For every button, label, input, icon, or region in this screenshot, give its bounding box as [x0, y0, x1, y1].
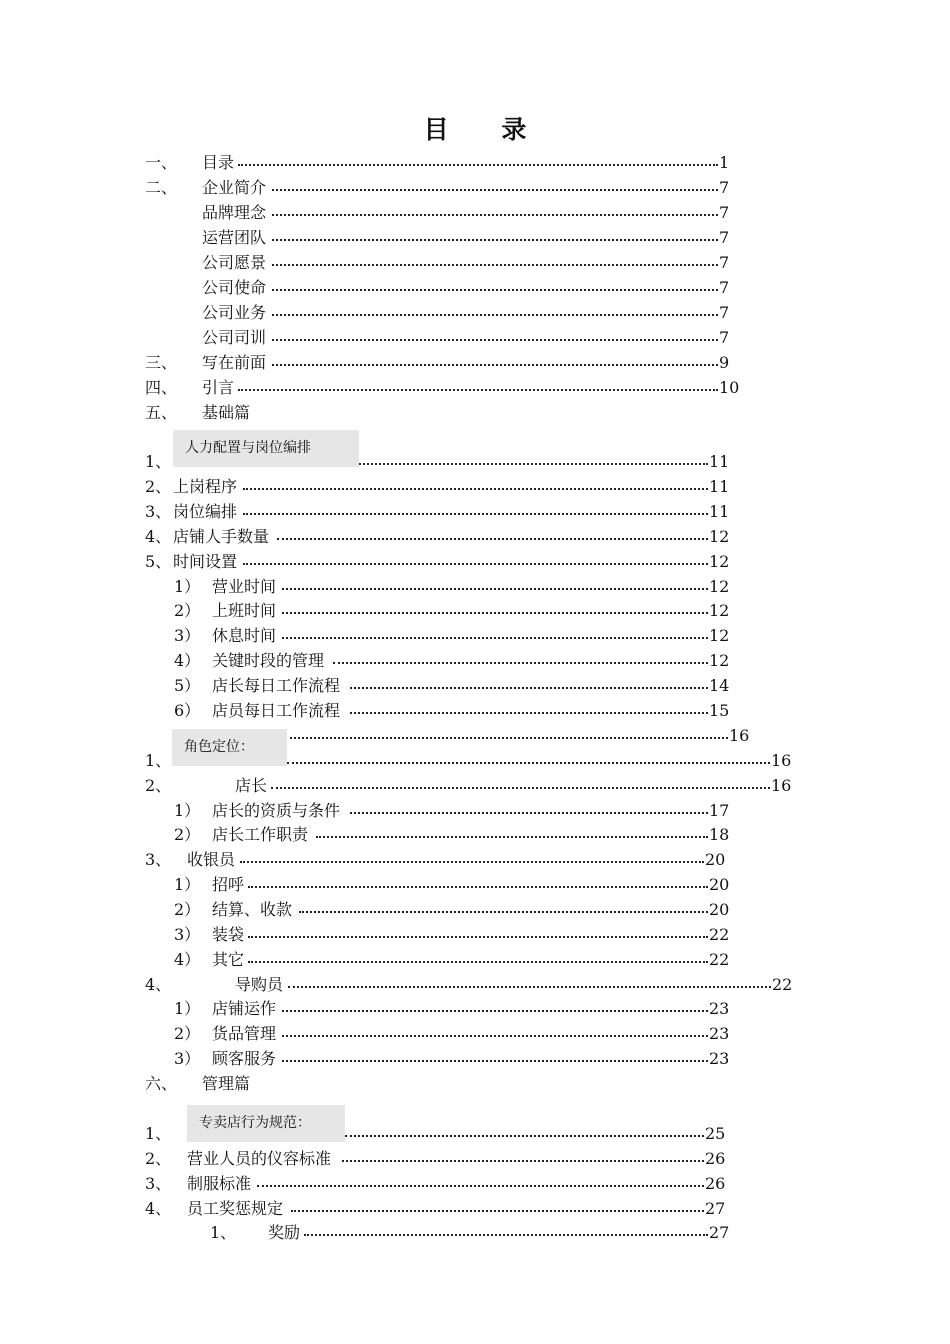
toc-entry [0, 251, 950, 275]
toc-entry-page: 12 [709, 527, 730, 546]
toc-entry [0, 450, 950, 474]
toc-entry [0, 525, 950, 549]
toc-leader-dots [248, 886, 708, 888]
toc-entry [0, 1221, 950, 1245]
toc-leader-dots [272, 264, 718, 266]
toc-entry-number: 一、 [145, 153, 178, 172]
toc-entry [0, 848, 950, 872]
toc-entry [0, 301, 950, 325]
toc-entry-page: 12 [709, 577, 730, 596]
toc-entry-label: 店长 [235, 776, 268, 795]
toc-entry [0, 823, 950, 847]
toc-entry-number: 1、 [210, 1223, 237, 1242]
toc-entry-label: 岗位编排 [173, 502, 238, 521]
toc-entry [0, 1147, 950, 1171]
toc-entry [0, 1122, 950, 1146]
toc-leader-dots [243, 513, 708, 515]
toc-entry-label: 店员每日工作流程 [212, 701, 341, 720]
toc-entry [0, 724, 950, 748]
toc-entry [0, 774, 950, 798]
toc-entry-page: 23 [709, 1024, 730, 1043]
toc-entry-page: 12 [709, 601, 730, 620]
toc-leader-dots [288, 986, 771, 988]
toc-entry [0, 151, 950, 175]
toc-entry-page: 1 [719, 153, 730, 172]
toc-entry-label: 店长每日工作流程 [212, 676, 341, 695]
toc-entry [0, 749, 950, 773]
toc-entry-label: 营业时间 [212, 577, 277, 596]
toc-entry-page: 11 [709, 502, 730, 521]
toc-entry-number: 2） [174, 601, 201, 620]
toc-entry-number: 4） [174, 651, 201, 670]
toc-entry [0, 873, 950, 897]
toc-entry-page: 15 [709, 701, 730, 720]
toc-entry-label: 运营团队 [202, 228, 267, 247]
toc-entry-label: 员工奖惩规定 [187, 1199, 284, 1218]
toc-leader-dots [282, 588, 708, 590]
toc-entry-number: 2） [174, 900, 201, 919]
toc-entry-page: 12 [709, 626, 730, 645]
toc-entry-number: 3） [174, 1049, 201, 1068]
toc-entry [0, 550, 950, 574]
toc-entry-page: 10 [719, 378, 740, 397]
toc-entry-label: 管理篇 [202, 1074, 251, 1093]
toc-entry-label: 店长工作职责 [212, 825, 309, 844]
toc-leader-dots [272, 189, 718, 191]
toc-entry-page: 26 [705, 1174, 726, 1193]
toc-entry-label: 招呼 [212, 875, 245, 894]
toc-entry [0, 1022, 950, 1046]
toc-entry-label: 其它 [212, 950, 245, 969]
toc-entry-page: 12 [709, 552, 730, 571]
toc-leader-dots [350, 712, 708, 714]
toc-leader-dots [290, 737, 728, 739]
toc-entry-page: 16 [729, 726, 750, 745]
toc-entry [0, 699, 950, 723]
toc-entry-page: 7 [719, 253, 730, 272]
toc-entry-page: 23 [709, 999, 730, 1018]
toc-entry-page: 7 [719, 278, 730, 297]
toc-entry-page: 17 [709, 801, 730, 820]
toc-leader-dots [271, 787, 770, 789]
toc-entry-page: 7 [719, 203, 730, 222]
toc-entry-label: 店铺人手数量 [173, 527, 270, 546]
toc-entry-number: 四、 [145, 378, 178, 397]
toc-entry-number: 1、 [145, 1124, 172, 1143]
toc-leader-dots [272, 214, 718, 216]
toc-entry-number: 4） [174, 950, 201, 969]
toc-entry [0, 326, 950, 350]
toc-entry-page: 20 [709, 875, 730, 894]
toc-entry-page: 27 [709, 1223, 730, 1242]
toc-entry-label: 上岗程序 [173, 477, 238, 496]
toc-entry [0, 226, 950, 250]
toc-entry-number: 六、 [145, 1074, 178, 1093]
toc-entry-number: 3、 [145, 1174, 172, 1193]
toc-entry-number: 2、 [145, 776, 172, 795]
toc-entry [0, 674, 950, 698]
toc-entry-page: 11 [709, 452, 730, 471]
toc-entry-number: 6） [174, 701, 201, 720]
toc-entry [0, 1047, 950, 1071]
toc-leader-dots [243, 563, 708, 565]
toc-entry-number: 五、 [145, 403, 178, 422]
toc-entry-page: 27 [705, 1199, 726, 1218]
toc-entry-page: 25 [705, 1124, 726, 1143]
toc-leader-dots [333, 662, 708, 664]
toc-leader-dots [287, 762, 770, 764]
toc-leader-dots [316, 836, 708, 838]
toc-entry-label: 奖励 [268, 1223, 301, 1242]
toc-entry-label: 制服标准 [187, 1174, 252, 1193]
toc-leader-dots [282, 637, 708, 639]
toc-leader-dots [304, 1234, 708, 1236]
toc-entry [0, 201, 950, 225]
toc-entry [0, 1197, 950, 1221]
toc-entry [0, 973, 950, 997]
toc-entry-label: 休息时间 [212, 626, 277, 645]
toc-entry-label: 上班时间 [212, 601, 277, 620]
toc-leader-dots [350, 687, 708, 689]
toc-leader-dots [238, 164, 718, 166]
toc-entry-label: 店长的资质与条件 [212, 801, 341, 820]
toc-entry-page: 7 [719, 178, 730, 197]
toc-entry-page: 16 [771, 751, 792, 770]
toc-entry-label: 货品管理 [212, 1024, 277, 1043]
toc-entry-label: 顾客服务 [212, 1049, 277, 1068]
toc-entry-label: 公司业务 [202, 303, 267, 322]
toc-entry-label: 营业人员的仪容标准 [187, 1149, 332, 1168]
toc-entry-number: 3、 [145, 850, 172, 869]
toc-entry-number: 4、 [145, 527, 172, 546]
toc-entry [0, 1072, 950, 1096]
toc-entry-number: 1） [174, 577, 201, 596]
toc-entry-label: 写在前面 [202, 353, 267, 372]
toc-entry-label: 引言 [202, 378, 235, 397]
toc-entry-number: 1） [174, 999, 201, 1018]
toc-entry-page: 22 [709, 925, 730, 944]
toc-entry [0, 997, 950, 1021]
toc-entry [0, 649, 950, 673]
toc-entry [0, 500, 950, 524]
toc-entry-page: 12 [709, 651, 730, 670]
toc-leader-dots [240, 861, 704, 863]
toc-entry-label: 结算、收款 [212, 900, 293, 919]
toc-entry [0, 475, 950, 499]
toc-leader-dots [282, 1035, 708, 1037]
toc-entry-page: 7 [719, 228, 730, 247]
toc-entry-page: 14 [709, 676, 730, 695]
toc-entry-number: 5、 [145, 552, 172, 571]
toc-entry-label: 导购员 [235, 975, 284, 994]
toc-entry-number: 二、 [145, 178, 178, 197]
toc-entry-number: 1） [174, 801, 201, 820]
toc-leader-dots [272, 239, 718, 241]
toc-entry [0, 276, 950, 300]
toc-leader-dots [272, 314, 718, 316]
toc-entry-page: 7 [719, 303, 730, 322]
toc-entry-page: 22 [709, 950, 730, 969]
page-title: 目 录 [423, 115, 549, 144]
toc-leader-dots [277, 538, 708, 540]
toc-entry [0, 1172, 950, 1196]
toc-leader-dots [291, 1210, 704, 1212]
toc-entry-label: 装袋 [212, 925, 245, 944]
toc-leader-dots [282, 612, 708, 614]
toc-entry-page: 9 [719, 353, 730, 372]
toc-entry-label: 关键时段的管理 [212, 651, 325, 670]
toc-entry-page: 7 [719, 328, 730, 347]
toc-entry-page: 20 [705, 850, 726, 869]
toc-entry [0, 923, 950, 947]
toc-leader-dots [272, 364, 718, 366]
section-label-box: 角色定位： [172, 729, 287, 766]
toc-entry-number: 1、 [145, 751, 172, 770]
toc-entry-label: 目录 [202, 153, 235, 172]
toc-leader-dots [238, 389, 718, 391]
toc-entry-page: 16 [771, 776, 792, 795]
toc-leader-dots [299, 911, 708, 913]
toc-entry [0, 898, 950, 922]
toc-leader-dots [282, 1010, 708, 1012]
toc-entry [0, 376, 950, 400]
toc-entry-number: 1、 [145, 452, 172, 471]
toc-entry-page: 23 [709, 1049, 730, 1068]
toc-entry-label: 公司司训 [202, 328, 267, 347]
toc-entry-page: 11 [709, 477, 730, 496]
toc-entry-number: 4、 [145, 975, 172, 994]
toc-entry-number: 1） [174, 875, 201, 894]
toc-entry [0, 575, 950, 599]
toc-leader-dots [248, 936, 708, 938]
toc-entry [0, 401, 950, 425]
toc-leader-dots [272, 339, 718, 341]
toc-entry-number: 2） [174, 825, 201, 844]
toc-entry-number: 3、 [145, 502, 172, 521]
section-label-box: 人力配置与岗位编排 [173, 430, 359, 467]
toc-entry-number: 3） [174, 925, 201, 944]
toc-entry-number: 三、 [145, 353, 178, 372]
toc-entry-number: 2、 [145, 477, 172, 496]
toc-leader-dots [243, 488, 708, 490]
toc-leader-dots [282, 1060, 708, 1062]
toc-entry-label: 公司愿景 [202, 253, 267, 272]
toc-entry-page: 26 [705, 1149, 726, 1168]
toc-entry-number: 4、 [145, 1199, 172, 1218]
toc-entry-page: 20 [709, 900, 730, 919]
toc-leader-dots [342, 1160, 704, 1162]
toc-entry-number: 3） [174, 626, 201, 645]
toc-entry-number: 2） [174, 1024, 201, 1043]
toc-entry-label: 时间设置 [173, 552, 238, 571]
toc-entry [0, 176, 950, 200]
toc-entry [0, 624, 950, 648]
toc-leader-dots [257, 1185, 704, 1187]
toc-entry-label: 收银员 [187, 850, 236, 869]
toc-entry-label: 企业简介 [202, 178, 267, 197]
toc-leader-dots [350, 812, 708, 814]
toc-leader-dots [248, 961, 708, 963]
section-label-box: 专卖店行为规范： [187, 1105, 345, 1142]
toc-entry [0, 948, 950, 972]
toc-leader-dots [345, 1135, 704, 1137]
toc-entry-label: 店铺运作 [212, 999, 277, 1018]
toc-entry-number: 5） [174, 676, 201, 695]
toc-leader-dots [272, 289, 718, 291]
toc-entry-label: 品牌理念 [202, 203, 267, 222]
toc-entry-page: 22 [772, 975, 793, 994]
toc-entry [0, 351, 950, 375]
toc-entry [0, 799, 950, 823]
toc-entry [0, 599, 950, 623]
toc-entry-number: 2、 [145, 1149, 172, 1168]
toc-entry-label: 公司使命 [202, 278, 267, 297]
toc-entry-label: 基础篇 [202, 403, 251, 422]
toc-entry-page: 18 [709, 825, 730, 844]
